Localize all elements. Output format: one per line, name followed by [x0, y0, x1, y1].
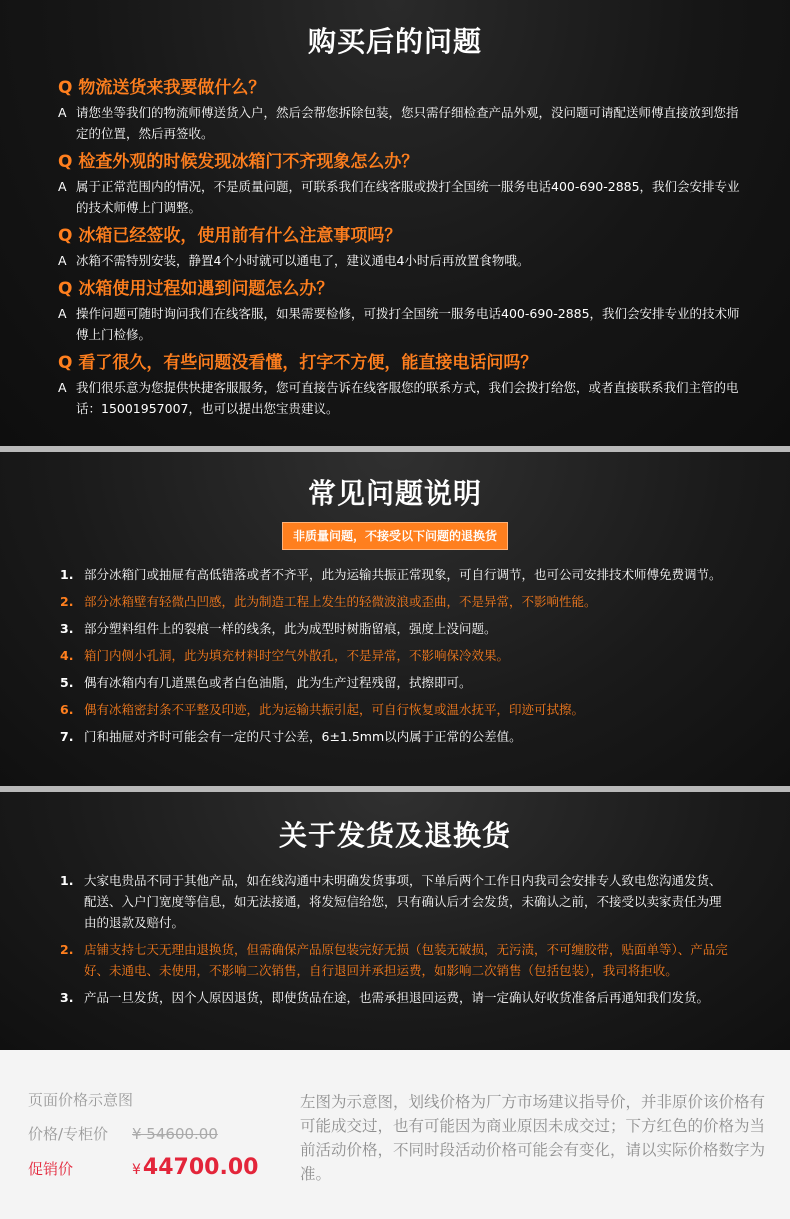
answer-mark: A: [58, 380, 67, 395]
item-text: 偶有冰箱密封条不平整及印迹，此为运输共振引起，可自行恢复或温水抚平，印迹可拭擦。: [84, 702, 585, 717]
item-text: 偶有冰箱内有几道黑色或者白色油脂，此为生产过程残留，拭擦即可。: [84, 675, 472, 690]
list-item: [60, 699, 730, 720]
item-text: 产品一旦发货，因个人原因退货，即使货品在途，也需承担退回运费，请一定确认好收货准备后再通知我们发货。: [84, 990, 710, 1005]
price-heading-row: [28, 1090, 300, 1110]
item-number: 1.: [60, 567, 74, 582]
item-number: 3.: [60, 621, 74, 636]
qa-item: [58, 150, 740, 218]
section-title: 常见问题说明: [307, 477, 482, 510]
list-item: [60, 987, 730, 1008]
item-number: 3.: [60, 990, 74, 1005]
item-text: 部分冰箱门或抽屉有高低错落或者不齐平，此为运输共振正常现象，可自行调节，也可公司安排技术师傅免费调节。: [84, 567, 722, 582]
answer: [58, 377, 740, 419]
faq-list: [0, 564, 790, 747]
answer-text: 操作问题可随时询问我们在线客服，如果需要检修，可拨打全国统一服务电话400-690-2885，我们会安排专业的技术师傅上门检修。: [76, 306, 740, 342]
price-heading: 页面价格示意图: [28, 1091, 134, 1109]
price-note: 左图为示意图，划线价格为厂方市场建议指导价，并非原价该价格有可能成交过，也有可能因为商业原因未成交过；下方红色的价格为当前活动价格，不同时段活动价格可能会有变化，请以实际价格数字为准。: [300, 1093, 766, 1183]
question: Q 检查外观的时候发现冰箱门不齐现象怎么办？: [58, 152, 419, 172]
qa-item: [58, 277, 740, 345]
question: Q 物流送货来我要做什么？: [58, 78, 266, 98]
qa-item: [58, 351, 740, 419]
list-item: [60, 645, 730, 666]
promo-currency: ¥: [132, 1162, 141, 1178]
item-text: 大家电贵品不同于其他产品，如在线沟通中未明确发货事项，下单后两个工作日内我司会安排专人致电您沟通发货、配送、入户门宽度等信息，如无法接通，将发短信给您，只有确认后才会发货，未确认之前，不接受以卖家责任为理由的退款及赔付。: [84, 873, 722, 930]
price-illustration-panel: [0, 1050, 790, 1219]
item-number: 4.: [60, 648, 74, 663]
answer: [58, 102, 740, 144]
answer: [58, 250, 740, 271]
answer: [58, 303, 740, 345]
item-number: 7.: [60, 729, 74, 744]
list-item: [60, 672, 730, 693]
promo-price: 44700.00: [142, 1155, 259, 1180]
promo-price-label: 促销价: [28, 1160, 74, 1178]
question: Q 看了很久，有些问题没看懂，打字不方便，能直接电话问吗？: [58, 353, 538, 373]
item-number: 2.: [60, 594, 74, 609]
question: Q 冰箱已经签收，使用前有什么注意事项吗？: [58, 226, 402, 246]
after-purchase-section: [0, 0, 790, 446]
answer-mark: A: [58, 306, 67, 321]
section-title: 关于发货及退换货: [278, 819, 511, 852]
qa-item: [58, 224, 740, 271]
list-item: [60, 618, 730, 639]
answer-text: 冰箱不需特别安装，静置4个小时就可以通电了，建议通电4小时后再放置食物哦。: [76, 253, 530, 268]
item-text: 店铺支持七天无理由退换货，但需确保产品原包装完好无损（包装无破损，无污渍，不可缠胶带，贴面单等）、产品完好、未通电、未使用，不影响二次销售，自行退回并承担运费，如影响二次销售（包括包装），我司将拒收。: [84, 942, 728, 978]
list-price-label: 价格/专柜价: [28, 1125, 109, 1143]
faq-section: [0, 452, 790, 786]
answer-text: 请您坐等我们的物流师傅送货入户，然后会帮您拆除包装，您只需仔细检查产品外观，没问题可请配送师傅直接放到您指定的位置，然后再签收。: [76, 105, 739, 141]
answer-text: 我们很乐意为您提供快捷客服服务，您可直接告诉在线客服您的联系方式，我们会拨打给您，或者直接联系我们主管的电话：15001957007，也可以提出您宝贵建议。: [76, 380, 739, 416]
item-text: 门和抽屉对齐时可能会有一定的尺寸公差，6±1.5mm以内属于正常的公差值。: [84, 729, 522, 744]
non-quality-badge: 非质量问题，不接受以下问题的退换货: [282, 522, 508, 550]
shipping-returns-section: [0, 792, 790, 1050]
item-text: 箱门内侧小孔洞，此为填充材料时空气外散孔，不是异常，不影响保冷效果。: [84, 648, 510, 663]
question: Q 冰箱使用过程如遇到问题怎么办？: [58, 279, 334, 299]
answer-text: 属于正常范围内的情况，不是质量问题，可联系我们在线客服或拨打全国统一服务电话400-690-2885，我们会安排专业的技术师傅上门调整。: [76, 179, 740, 215]
qa-list: [0, 76, 790, 419]
item-number: 1.: [60, 873, 74, 888]
badge-wrap: [0, 522, 790, 550]
shipping-list: [0, 870, 790, 1008]
item-text: 部分塑料组件上的裂痕一样的线条，此为成型时树脂留痕，强度上没问题。: [84, 621, 497, 636]
qa-item: [58, 76, 740, 144]
answer: [58, 176, 740, 218]
answer-mark: A: [58, 179, 67, 194]
list-item: [60, 726, 730, 747]
list-price-row: [28, 1124, 300, 1144]
list-item: [60, 564, 730, 585]
item-number: 6.: [60, 702, 74, 717]
list-item: [60, 591, 730, 612]
list-price: ¥ 54600.00: [132, 1125, 218, 1143]
item-number: 2.: [60, 942, 74, 957]
answer-mark: A: [58, 105, 67, 120]
promo-price-row: [28, 1155, 300, 1180]
price-left: [0, 1090, 300, 1219]
item-text: 部分冰箱壁有轻微凸凹感，此为制造工程上发生的轻微波浪或歪曲，不是异常，不影响性能。: [84, 594, 597, 609]
answer-mark: A: [58, 253, 67, 268]
item-number: 5.: [60, 675, 74, 690]
section-title: 购买后的问题: [307, 25, 482, 58]
list-item: [60, 939, 730, 981]
list-item: [60, 870, 730, 933]
